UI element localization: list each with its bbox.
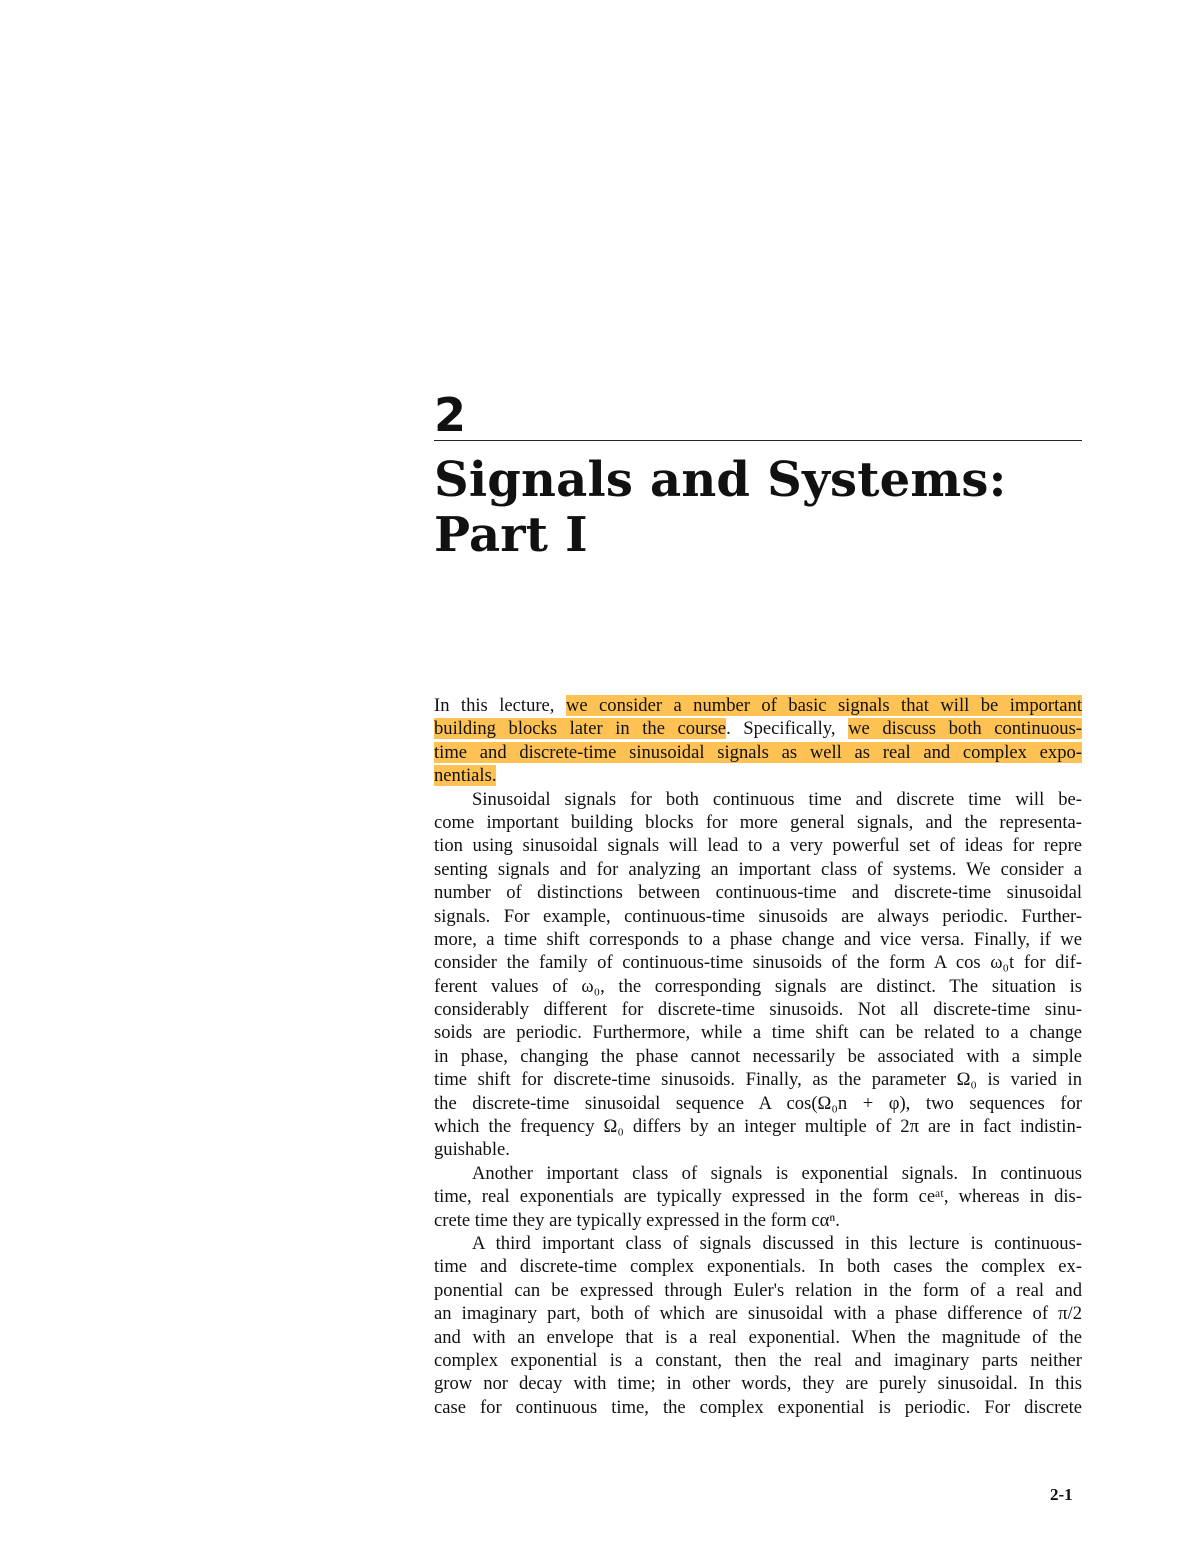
text-line: time and discrete-time complex exponentials. In both cases the complex ex- bbox=[434, 1256, 1082, 1278]
text-line: A third important class of signals discussed in this lecture is continuous- bbox=[472, 1232, 1082, 1254]
highlighted-text: we discuss both continuous- bbox=[848, 718, 1083, 740]
paragraph-3 bbox=[434, 1162, 1082, 1232]
text-line bbox=[434, 741, 1082, 764]
text-line: grow nor decay with time; in other words, they are purely sinusoidal. In this bbox=[434, 1373, 1082, 1395]
text-line bbox=[434, 694, 1082, 717]
text-line: Sinusoidal signals for both continuous time and discrete time will be- bbox=[472, 788, 1082, 810]
text-line bbox=[434, 764, 1082, 787]
text-line: and with an envelope that is a real exponential. When the magnitude of the bbox=[434, 1326, 1082, 1348]
body-text bbox=[434, 694, 1082, 1419]
highlighted-text: nentials. bbox=[434, 765, 497, 787]
text-line: crete time they are typically expressed in the form cαⁿ. bbox=[434, 1209, 840, 1231]
text-line: time shift for discrete-time sinusoids. Finally, as the parameter Ω₀ is varied in bbox=[434, 1069, 1082, 1091]
highlighted-text: building blocks later in the course bbox=[434, 718, 727, 740]
text-line: an imaginary part, both of which are sinusoidal with a phase difference of π/2 bbox=[434, 1303, 1082, 1325]
text-line: in phase, changing the phase cannot necessarily be associated with a simple bbox=[434, 1045, 1082, 1067]
text-line: the discrete-time sinusoidal sequence A cos(Ω₀n + φ), two sequences for bbox=[434, 1092, 1082, 1114]
text-line: ponential can be expressed through Euler's relation in the form of a real and bbox=[434, 1279, 1082, 1301]
text-line: time, real exponentials are typically expressed in the form ceᵃᵗ, whereas in dis- bbox=[434, 1186, 1082, 1208]
text-line: signals. For example, continuous-time sinusoids are always periodic. Further- bbox=[434, 905, 1082, 927]
text-line: consider the family of continuous-time sinusoids of the form A cos ω₀t for dif- bbox=[434, 952, 1082, 974]
text-line: tion using sinusoidal signals will lead to a very powerful set of ideas for repre bbox=[434, 835, 1082, 857]
text-line: complex exponential is a constant, then the real and imaginary parts neither bbox=[434, 1349, 1082, 1371]
text-span: . Specifically, bbox=[726, 718, 849, 740]
text-line: considerably different for discrete-time sinusoids. Not all discrete-time sinu- bbox=[434, 999, 1082, 1021]
text-line: come important building blocks for more general signals, and the representa- bbox=[434, 811, 1082, 833]
chapter-rule bbox=[434, 440, 1082, 441]
paragraph-1 bbox=[434, 694, 1082, 788]
highlighted-text: time and discrete-time sinusoidal signals as well as real and complex expo- bbox=[434, 741, 1082, 763]
text-line: more, a time shift corresponds to a phase change and vice versa. Finally, if we bbox=[434, 928, 1082, 950]
text-line: number of distinctions between continuous-time and discrete-time sinusoidal bbox=[434, 882, 1082, 904]
chapter-title bbox=[434, 453, 1094, 563]
text-line: guishable. bbox=[434, 1139, 510, 1161]
paragraph-4 bbox=[434, 1232, 1082, 1419]
text-line: soids are periodic. Furthermore, while a time shift can be related to a change bbox=[434, 1022, 1082, 1044]
text-line: Another important class of signals is exponential signals. In continuous bbox=[472, 1162, 1082, 1184]
text-line: ferent values of ω₀, the corresponding signals are distinct. The situation is bbox=[434, 975, 1082, 997]
chapter-title-line-2: Part I bbox=[434, 507, 588, 563]
text-line: case for continuous time, the complex exponential is periodic. For discrete bbox=[434, 1396, 1082, 1418]
text-line bbox=[434, 717, 1082, 740]
chapter-number: 2 bbox=[434, 388, 467, 442]
paragraph-2 bbox=[434, 788, 1082, 1162]
text-line: senting signals and for analyzing an important class of systems. We consider a bbox=[434, 858, 1082, 880]
page-number: 2-1 bbox=[1050, 1485, 1073, 1504]
text-line: which the frequency Ω₀ differs by an integer multiple of 2π are in fact indistin- bbox=[434, 1116, 1082, 1138]
chapter-title-line-1: Signals and Systems: bbox=[434, 452, 1007, 508]
text-span: In this lecture, bbox=[434, 695, 566, 716]
highlighted-text: we consider a number of basic signals that will be important bbox=[565, 695, 1083, 716]
